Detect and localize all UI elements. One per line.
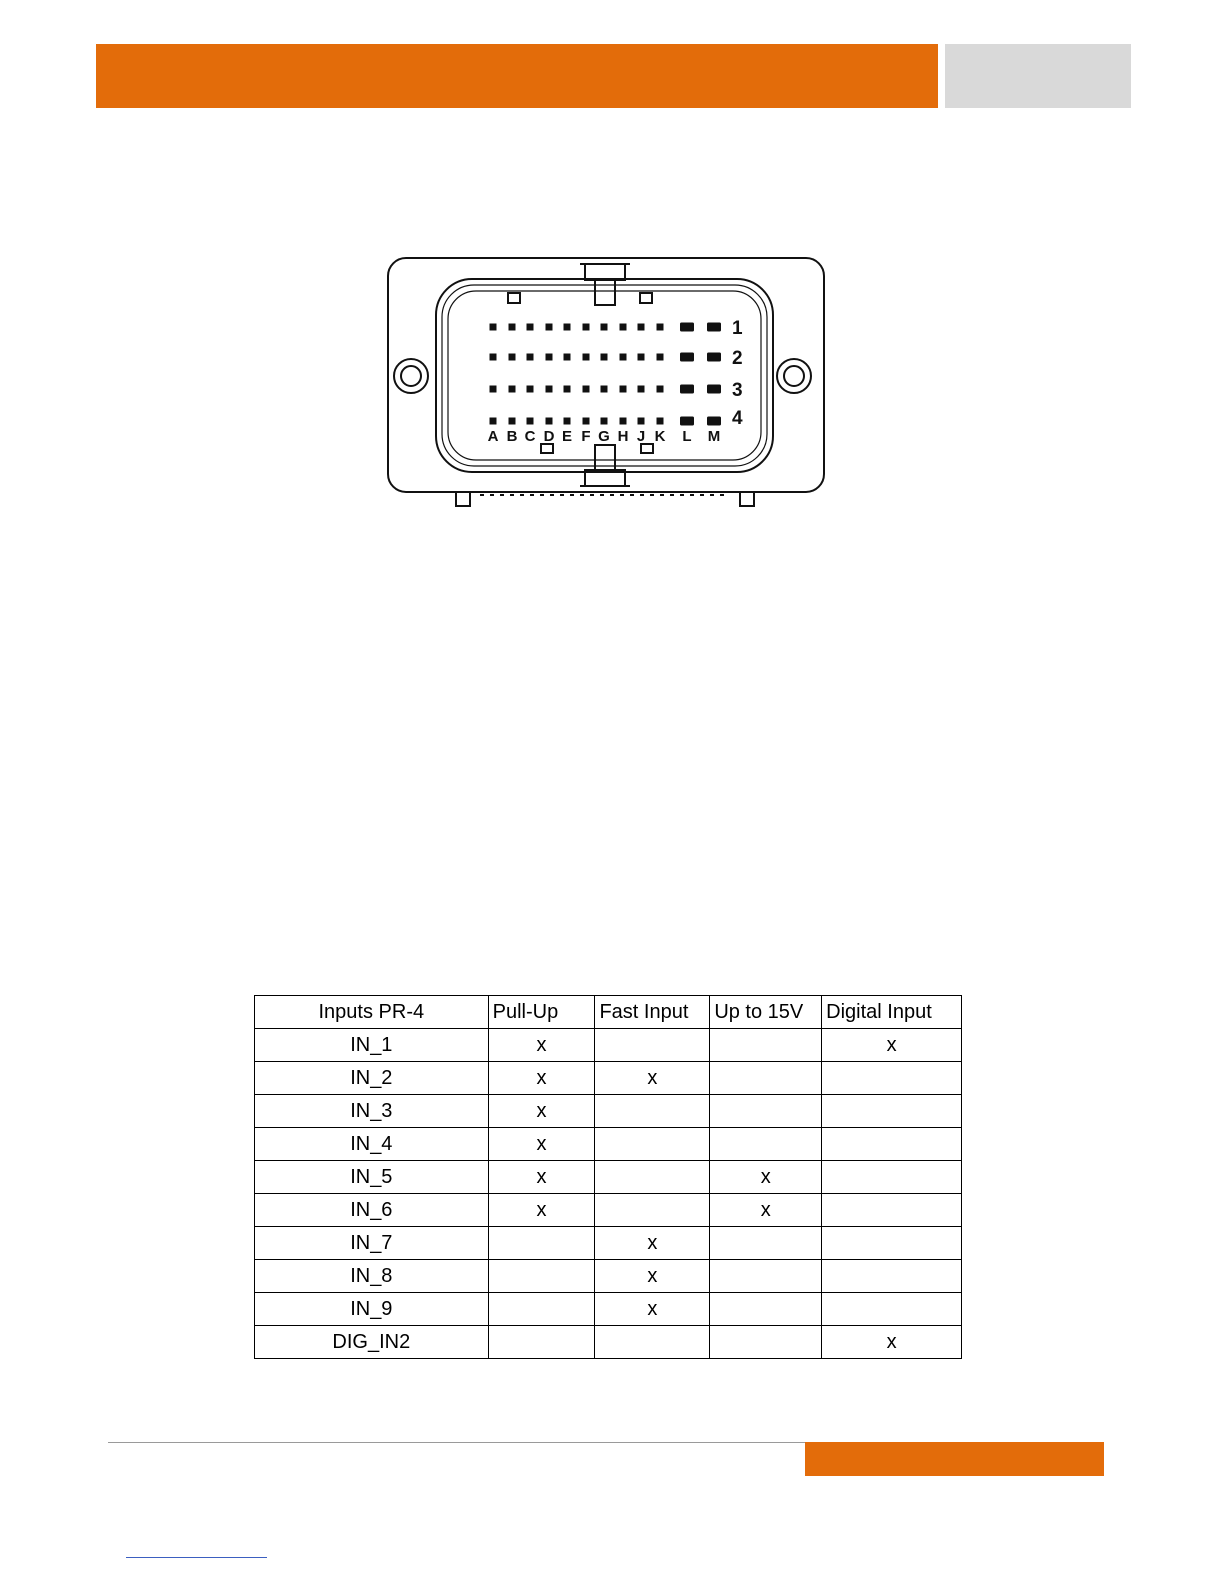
table-row — [255, 1029, 962, 1062]
column-label-H: H — [617, 428, 629, 445]
cell-pull-up: x — [488, 1095, 595, 1128]
pin-G3 — [601, 386, 608, 393]
column-label-G: G — [598, 428, 610, 445]
cell-up-to-15v — [710, 1029, 822, 1062]
pin-K3 — [657, 386, 664, 393]
pin-A3 — [490, 386, 497, 393]
table-row — [255, 1062, 962, 1095]
table-row — [255, 1161, 962, 1194]
cell-pull-up — [488, 1326, 595, 1359]
pin-K4 — [657, 418, 664, 425]
table-row — [255, 1194, 962, 1227]
cell-input: IN_7 — [255, 1227, 489, 1260]
pin-E1 — [564, 324, 571, 331]
cell-input: IN_2 — [255, 1062, 489, 1095]
cell-fast-input — [595, 1326, 710, 1359]
table-row — [255, 1128, 962, 1161]
pin-J3 — [638, 386, 645, 393]
table-header-row — [255, 996, 962, 1029]
cell-digital-input — [822, 1194, 962, 1227]
cell-fast-input — [595, 1161, 710, 1194]
cell-pull-up: x — [488, 1062, 595, 1095]
inputs-pr4-table — [254, 995, 962, 1359]
cell-fast-input — [595, 1128, 710, 1161]
cell-input: IN_6 — [255, 1194, 489, 1227]
header-pull-up: Pull-Up — [488, 996, 595, 1029]
cell-up-to-15v — [710, 1260, 822, 1293]
cell-digital-input — [822, 1095, 962, 1128]
column-label-J: J — [636, 428, 646, 445]
pin-D1 — [546, 324, 553, 331]
pin-F3 — [583, 386, 590, 393]
cell-up-to-15v — [710, 1062, 822, 1095]
table-row — [255, 1260, 962, 1293]
cell-fast-input — [595, 1029, 710, 1062]
pin-J2 — [638, 354, 645, 361]
pin-E3 — [564, 386, 571, 393]
pin-H3 — [620, 386, 627, 393]
header-up-to-15v: Up to 15V — [710, 996, 822, 1029]
cell-pull-up: x — [488, 1194, 595, 1227]
table-row — [255, 1227, 962, 1260]
cell-digital-input — [822, 1128, 962, 1161]
cell-up-to-15v — [710, 1326, 822, 1359]
pin-H1 — [620, 324, 627, 331]
cell-pull-up: x — [488, 1029, 595, 1062]
pin-G1 — [601, 324, 608, 331]
column-label-L: L — [682, 428, 692, 445]
cell-input: IN_4 — [255, 1128, 489, 1161]
cell-digital-input: x — [822, 1326, 962, 1359]
pin-A1 — [490, 324, 497, 331]
row-label-3: 3 — [732, 380, 743, 401]
pin-J1 — [638, 324, 645, 331]
footer-bar — [805, 1442, 1104, 1476]
pin-D4 — [546, 418, 553, 425]
cell-pull-up — [488, 1227, 595, 1260]
pin-C2 — [527, 354, 534, 361]
pin-H4 — [620, 418, 627, 425]
pin-H2 — [620, 354, 627, 361]
pin-A2 — [490, 354, 497, 361]
pin-G2 — [601, 354, 608, 361]
mount-hole-left — [394, 359, 428, 393]
header-inputs: Inputs PR-4 — [255, 996, 489, 1029]
pin-C3 — [527, 386, 534, 393]
cell-up-to-15v — [710, 1293, 822, 1326]
pin-L4 — [680, 417, 694, 426]
pin-F1 — [583, 324, 590, 331]
pin-E4 — [564, 418, 571, 425]
footer-link-underline[interactable] — [126, 1557, 267, 1558]
cell-fast-input: x — [595, 1260, 710, 1293]
cell-fast-input — [595, 1194, 710, 1227]
header-grey-box — [945, 44, 1131, 108]
cell-digital-input — [822, 1161, 962, 1194]
top-latch — [585, 264, 625, 280]
pin-A4 — [490, 418, 497, 425]
pin-K1 — [657, 324, 664, 331]
cell-up-to-15v — [710, 1095, 822, 1128]
pin-B2 — [509, 354, 516, 361]
table-row — [255, 1095, 962, 1128]
cell-fast-input: x — [595, 1293, 710, 1326]
pin-F2 — [583, 354, 590, 361]
pin-K2 — [657, 354, 664, 361]
pin-D2 — [546, 354, 553, 361]
column-label-C: C — [524, 428, 536, 445]
row-label-1: 1 — [732, 318, 743, 339]
cell-input: IN_8 — [255, 1260, 489, 1293]
cell-digital-input: x — [822, 1029, 962, 1062]
cell-pull-up: x — [488, 1128, 595, 1161]
table-row — [255, 1326, 962, 1359]
column-label-B: B — [506, 428, 518, 445]
pin-M3 — [707, 385, 721, 394]
pin-E2 — [564, 354, 571, 361]
mount-hole-right — [777, 359, 811, 393]
cell-pull-up — [488, 1260, 595, 1293]
table-row — [255, 1293, 962, 1326]
column-label-A: A — [487, 428, 499, 445]
pin-B1 — [509, 324, 516, 331]
header-digital-input: Digital Input — [822, 996, 962, 1029]
footer-divider — [108, 1442, 808, 1443]
cell-up-to-15v: x — [710, 1161, 822, 1194]
pin-B4 — [509, 418, 516, 425]
row-label-4: 4 — [732, 408, 743, 429]
cell-pull-up: x — [488, 1161, 595, 1194]
row-label-2: 2 — [732, 348, 743, 369]
cell-input: IN_9 — [255, 1293, 489, 1326]
cell-digital-input — [822, 1260, 962, 1293]
pin-L2 — [680, 353, 694, 362]
cell-fast-input: x — [595, 1062, 710, 1095]
cell-fast-input — [595, 1095, 710, 1128]
pin-L3 — [680, 385, 694, 394]
connector-pinout-diagram — [380, 255, 830, 515]
pin-G4 — [601, 418, 608, 425]
pin-F4 — [583, 418, 590, 425]
cell-fast-input: x — [595, 1227, 710, 1260]
cell-input: IN_5 — [255, 1161, 489, 1194]
cell-input: IN_1 — [255, 1029, 489, 1062]
column-label-F: F — [581, 428, 591, 445]
pin-B3 — [509, 386, 516, 393]
pin-L1 — [680, 323, 694, 332]
header-fast-input: Fast Input — [595, 996, 710, 1029]
pin-J4 — [638, 418, 645, 425]
cell-up-to-15v — [710, 1227, 822, 1260]
cell-input: DIG_IN2 — [255, 1326, 489, 1359]
pin-D3 — [546, 386, 553, 393]
cell-digital-input — [822, 1293, 962, 1326]
column-label-D: D — [543, 428, 555, 445]
pin-M4 — [707, 417, 721, 426]
column-label-E: E — [561, 428, 573, 445]
pin-M2 — [707, 353, 721, 362]
pin-M1 — [707, 323, 721, 332]
cell-digital-input — [822, 1062, 962, 1095]
cell-input: IN_3 — [255, 1095, 489, 1128]
pin-C4 — [527, 418, 534, 425]
column-label-K: K — [654, 428, 666, 445]
pin-C1 — [527, 324, 534, 331]
header-bar — [96, 44, 938, 108]
cell-digital-input — [822, 1227, 962, 1260]
cell-up-to-15v: x — [710, 1194, 822, 1227]
cell-pull-up — [488, 1293, 595, 1326]
column-label-M: M — [707, 428, 721, 445]
cell-up-to-15v — [710, 1128, 822, 1161]
